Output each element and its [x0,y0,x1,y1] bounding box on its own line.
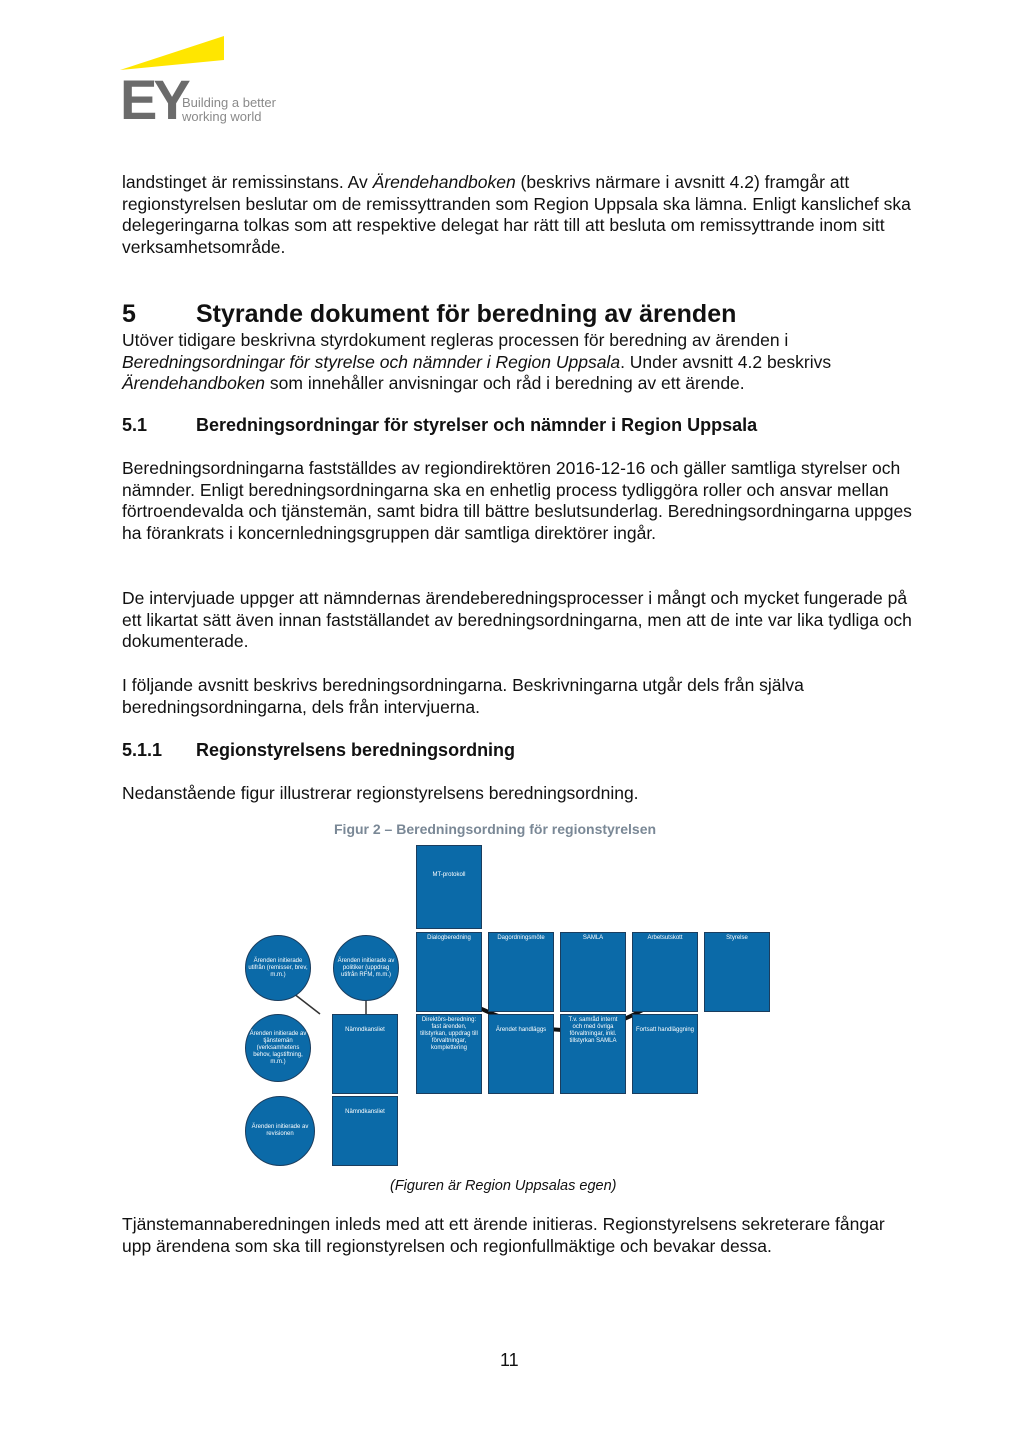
direktorsberedning-box: Direktörs-beredning: fast ärenden, tillstyrkan, uppdrag till förvaltningar, komplettering [416,1014,482,1094]
section-5-1-heading: 5.1 Beredningsordningar för styrelser och nämnder i Region Uppsala [122,415,758,435]
ey-tagline: Building a better working world [182,95,276,124]
initiated-external-circle: Ärenden initierade utifrån (remisser, brev, m.m.) [245,935,311,1001]
section-5-1-paragraph-3: I följande avsnitt beskrivs beredningsordningarna. Beskrivningarna utgår dels från själva beredningsordningarna, dels från intervjuerna. [122,675,804,717]
initiated-officials-circle: Ärenden initierade av tjänstemän (verksamhetens behov, lagstiftning, m.m.) [245,1014,311,1082]
ey-logo [120,30,290,131]
section-5-1-paragraph-2: De intervjuade uppger att nämndernas ärendeberedningsprocesser i mångt och mycket fungerade på ett likartat sätt även innan fastställandet av beredningsordningarna, men att de inte var lika tydliga och dokumenterade. [122,588,912,652]
section-5-paragraph: Utöver tidigare beskrivna styrdokument regleras processen för beredning av ärenden i Beredningsordningar för styrelse och nämnder i Region Uppsala. Under avsnitt 4.2 beskrivs Ärendehandboken som innehåller anvisningar och råd i beredning av ett ärende. [122,330,832,394]
ey-logo-letters: EY [120,68,187,131]
mt-protokoll-box: MT-protokoll [416,845,482,929]
arendet-handlaggs-box: Ärendet handläggs [488,1014,554,1094]
section-5-heading: 5 Styrande dokument för beredning av ärenden [122,300,737,328]
page-number: 11 [500,1350,519,1370]
styrelse-box: Styrelse [704,932,770,1012]
section-5-1-paragraph-1: Beredningsordningarna fastställdes av regiondirektören 2016-12-16 och gäller samtliga styrelser och nämnder. Enligt beredningsordningarna ska en enhetlig process tydliggöra roller och ansvar mellan förtroendevalda och tjänstemän, samt bidra till bättre beslutsunderlag. Beredningsordningarna uppges ha förankrats i koncernledningsgruppen där samtliga direktörer ingår. [122,458,912,544]
namndkansliet-box: Nämndkansliet [332,1014,398,1094]
fortsatt-handlaggning-box: Fortsatt handläggning [632,1014,698,1094]
figure-caption: Figur 2 – Beredningsordning för regionstyrelsen [334,821,657,837]
samla-box: SAMLA [560,932,626,1012]
namndkansliet-box-2: Nämndkansliet [332,1096,398,1166]
section-5-1-1-heading: 5.1.1 Regionstyrelsens beredningsordning [122,740,516,760]
figure-source: (Figuren är Region Uppsalas egen) [390,1178,617,1194]
dagordningsmote-box: Dagordningsmöte [488,932,554,1012]
closing-paragraph: Tjänstemannaberedningen inleds med att ett ärende initieras. Regionstyrelsens sekreterare fångar upp ärendena som ska till regionstyrelsen och regionfullmäktige och bevakar dessa. [122,1214,885,1256]
dialog-beredning-box: Dialogberedning [416,932,482,1012]
intro-paragraph: landstinget är remissinstans. Av Ärendehandboken (beskrivs närmare i avsnitt 4.2) framgår att regionstyrelsen beslutar om de remissyttranden som Region Uppsala ska lämna. Enligt kanslichef ska delegeringarna tolkas som att respektive delegat har rätt till att besluta om remissyttrande inom sitt verksamhetsområde. [122,172,911,258]
samrad-box: T.v. samråd internt och med övriga förvaltningar, inkl. tillstyrkan SAMLA [560,1014,626,1094]
arbetsutskott-box: Arbetsutskott [632,932,698,1012]
ey-yellow-beam-icon [120,30,230,72]
initiated-politicians-circle: Ärenden initierade av politiker (uppdrag utifrån RFM, m.m.) [333,935,399,1001]
section-5-1-1-paragraph: Nedanstående figur illustrerar regionstyrelsens beredningsordning. [122,783,639,803]
initiated-audit-circle: Ärenden initierade av revisionen [245,1096,315,1166]
